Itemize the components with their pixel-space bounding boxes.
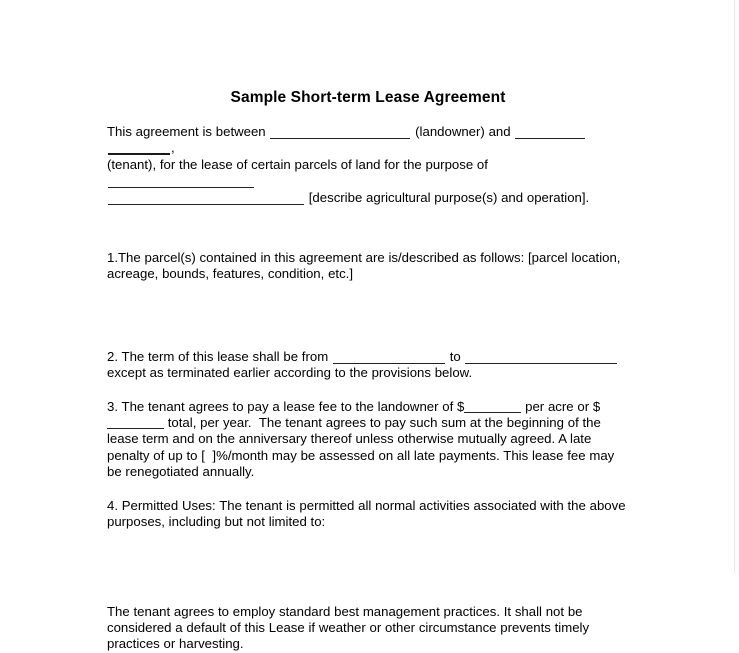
fee-total-blank[interactable] [107, 419, 164, 429]
term-start-date-blank[interactable] [333, 352, 445, 364]
clause-3-text-segment-3: total, per year. The tenant agrees to pay such sum at the beginning of the lease term and on the anniversary thereof unless otherwise mutually agreed. A late penalty of up to [ ]%/month may be assessed on all late payments. This lease fee may be renegotiated annually. [107, 415, 619, 480]
closing-paragraph-best-practices: The tenant agrees to employ standard best management practices. It shall not be considered a default of this Lease if weather or other circumstance prevents timely practices or harvesting. [107, 603, 593, 652]
clause-1-parcels: 1.The parcel(s) contained in this agreement are is/described as follows: [parcel location, acreage, bounds, features, condition, etc.] [107, 250, 625, 282]
paragraph-intro [107, 124, 629, 206]
tenant-name-blank-part-1[interactable] [515, 127, 585, 139]
clause-3-text-segment-2: per acre or $ [521, 398, 601, 414]
purpose-blank-line-2[interactable] [108, 193, 304, 205]
page-title: Sample Short-term Lease Agreement [230, 89, 506, 106]
intro-text-segment-1: This agreement is between [107, 124, 270, 139]
clause-4-permitted-uses: 4. Permitted Uses: The tenant is permitted all normal activities associated with the above purposes, including but not limited to: [107, 497, 630, 530]
document-body [107, 0, 629, 653]
tenant-name-blank-part-2[interactable] [108, 142, 170, 155]
landowner-name-blank[interactable] [270, 127, 410, 139]
clause-3-text-segment-1: 3. The tenant agrees to pay a lease fee to the landowner of $ [107, 398, 465, 414]
clause-2-text-segment-1: 2. The term of this lease shall be from [107, 348, 332, 364]
purpose-blank-line-1[interactable] [108, 176, 254, 188]
clause-2-text-segment-3: except as terminated earlier according to the provisions below. [107, 365, 473, 381]
intro-text-segment-2: (landowner) and [411, 124, 515, 139]
clause-3-lease-fee [107, 399, 629, 481]
intro-text-segment-5: [describe agricultural purpose(s) and operation]. [305, 189, 590, 205]
intro-text-segment-4: (tenant), for the lease of certain parcels of land for the purpose of [107, 156, 492, 172]
page-outer-margin [735, 0, 739, 573]
intro-text-segment-3: , [171, 140, 175, 156]
clause-2-text-segment-2: to [445, 348, 465, 364]
term-end-date-blank[interactable] [465, 352, 617, 364]
fee-per-acre-blank[interactable] [464, 403, 521, 413]
clause-2-term [107, 349, 629, 382]
